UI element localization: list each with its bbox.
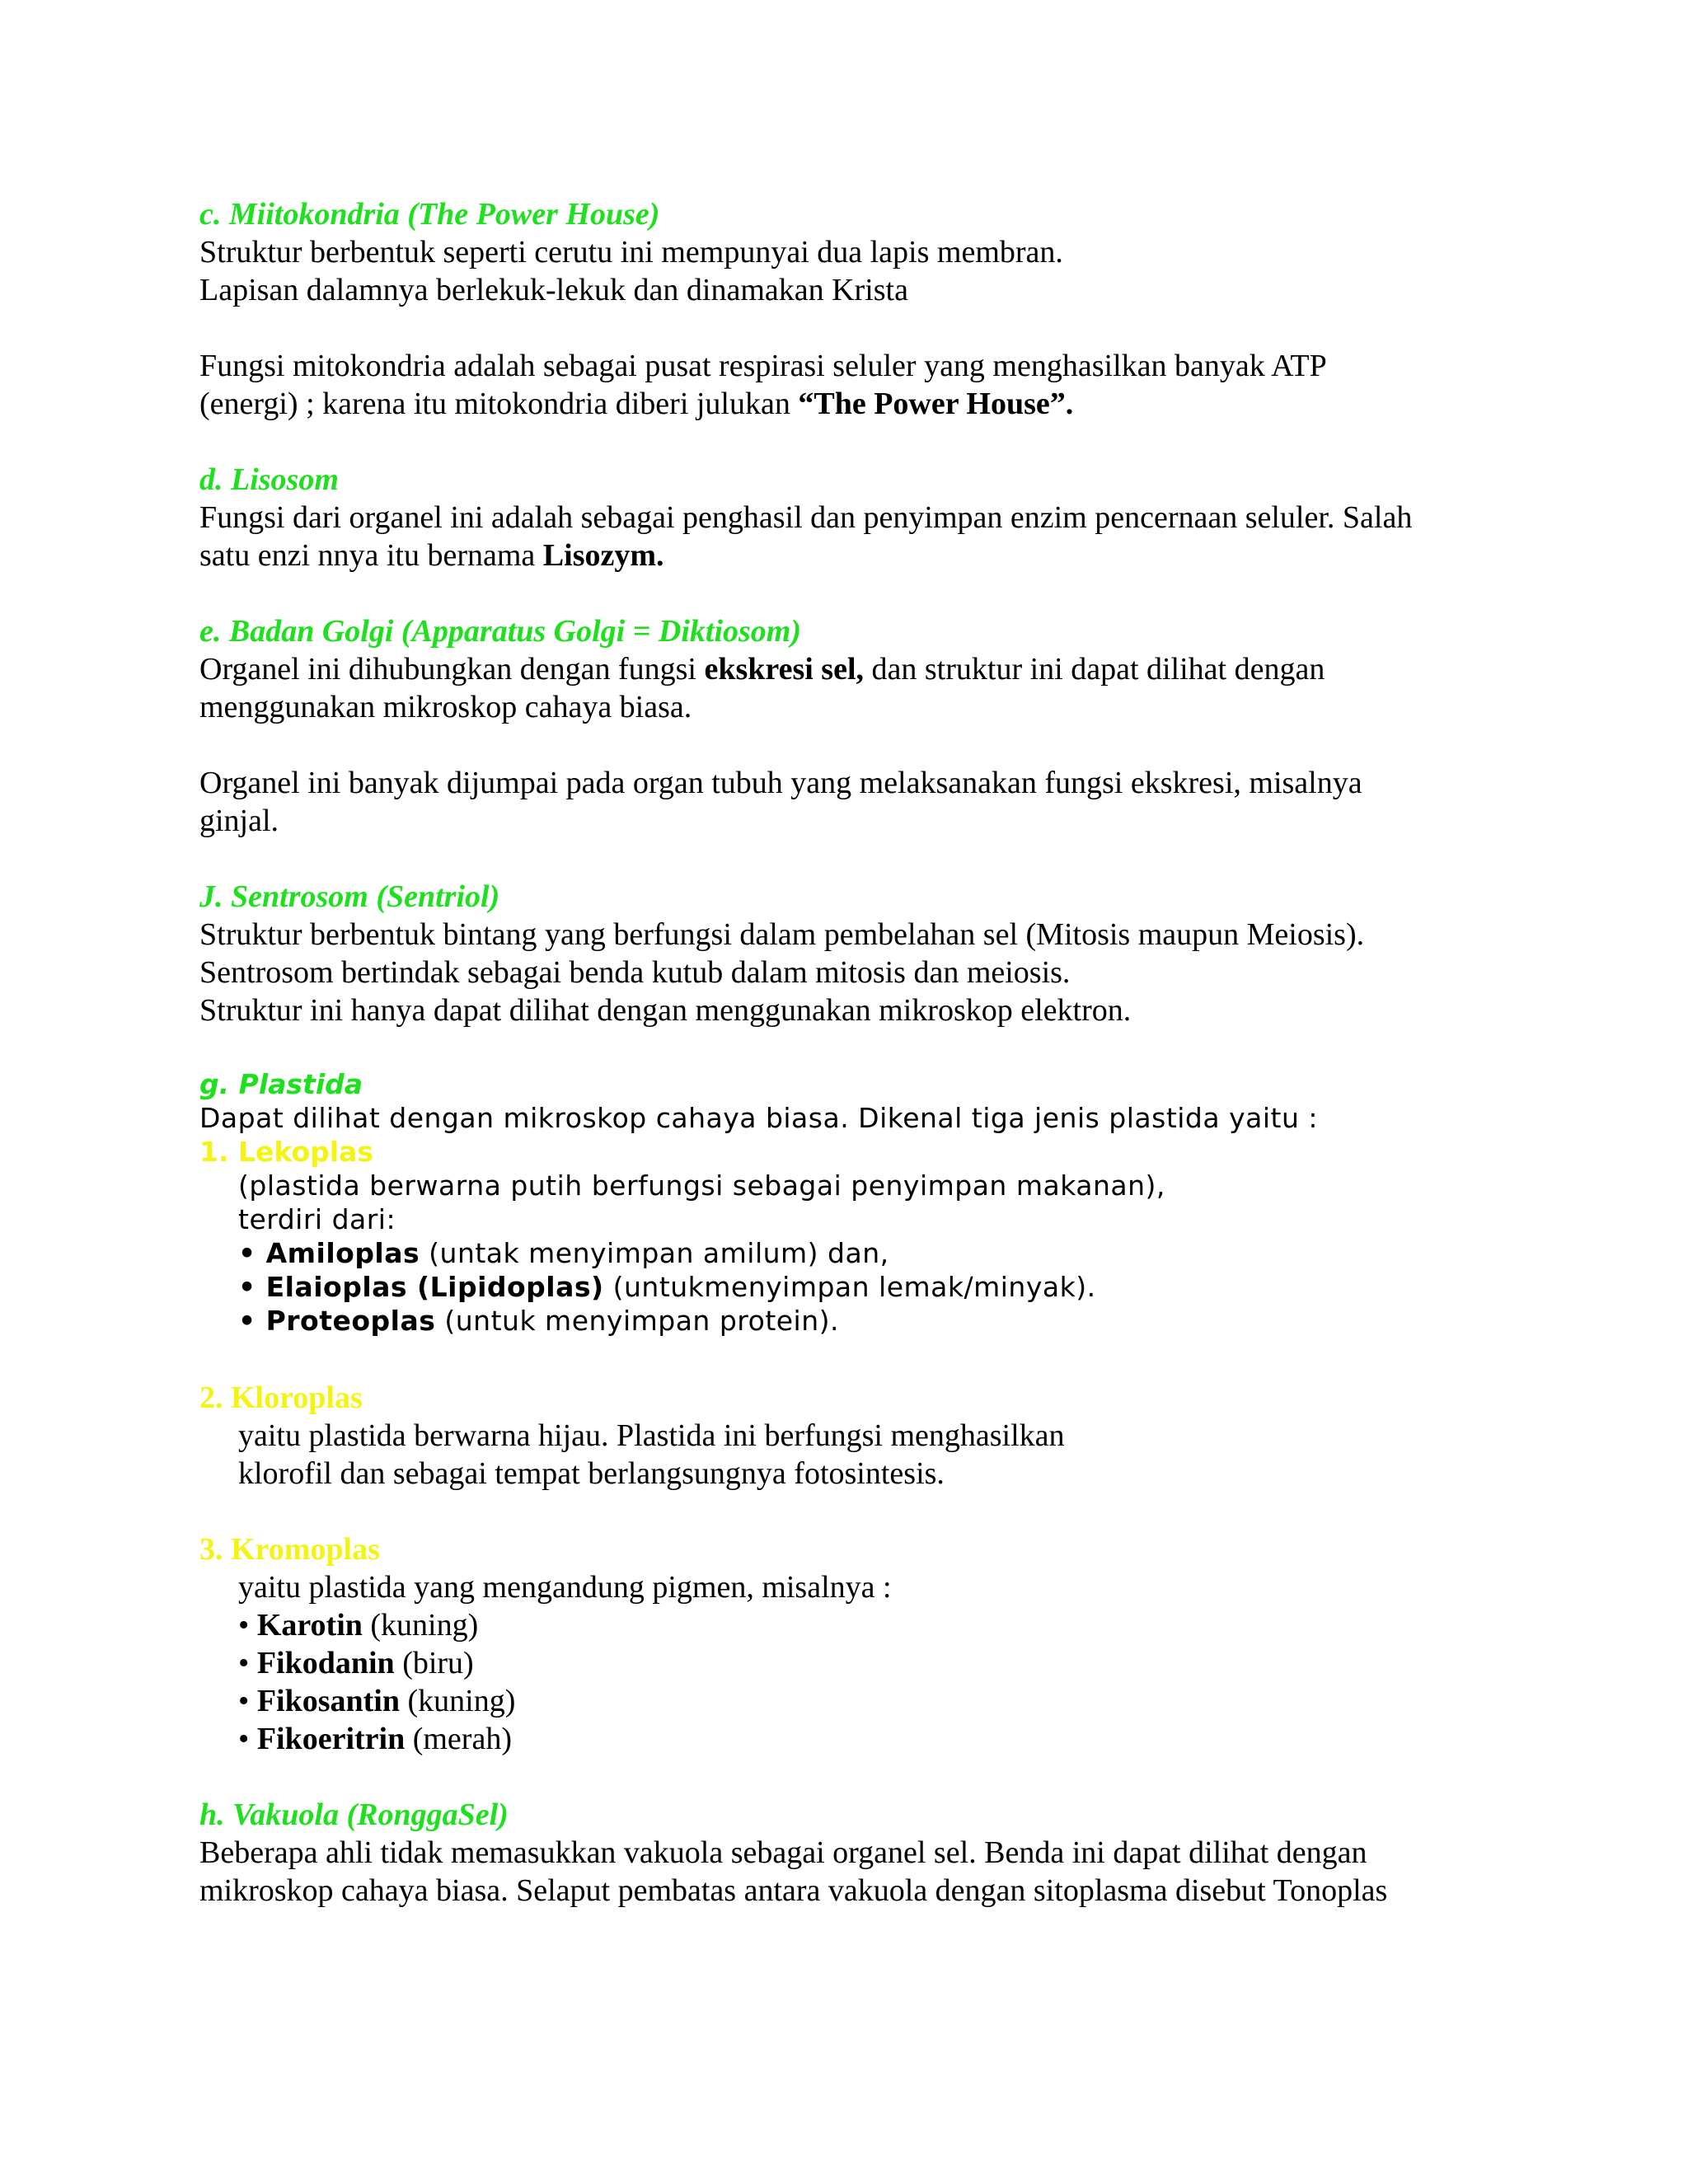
paragraph-line: klorofil dan sebagai tempat berlangsungnya fotosintesis. bbox=[238, 1456, 945, 1491]
bold-text: “The Power House”. bbox=[798, 387, 1074, 421]
section-heading-badan-golgi: e. Badan Golgi (Apparatus Golgi = Diktiosom) bbox=[199, 614, 801, 649]
bold-text: Fikoeritrin bbox=[256, 1722, 406, 1756]
section-heading-vakuola: h. Vakuola (RonggaSel) bbox=[199, 1797, 509, 1832]
subheading-kloroplas: 2. Kloroplas bbox=[199, 1380, 363, 1415]
bold-text: Elaioplas (Lipidoplas) bbox=[265, 1271, 604, 1303]
text-span: (untukmenyimpan lemak/minyak). bbox=[603, 1271, 1096, 1303]
text-span: (kuning) bbox=[362, 1608, 479, 1643]
paragraph-line: Fungsi dari organel ini adalah sebagai penghasil dan penyimpan enzim pencernaan seluler. Salah bbox=[199, 500, 1413, 535]
list-item bbox=[199, 1606, 1551, 1644]
bullet: • bbox=[238, 1305, 266, 1337]
paragraph-line: ginjal. bbox=[199, 804, 279, 838]
paragraph-line: yaitu plastida yang mengandung pigmen, misalnya : bbox=[238, 1570, 892, 1605]
bullet: • bbox=[238, 1684, 257, 1718]
paragraph-line bbox=[199, 650, 1551, 688]
text-span: Organel ini dihubungkan dengan fungsi bbox=[199, 652, 705, 687]
section-heading-lisosom: d. Lisosom bbox=[199, 462, 339, 497]
bold-text: Proteoplas bbox=[265, 1305, 436, 1337]
paragraph-line: Lapisan dalamnya berlekuk-lekuk dan dinamakan Krista bbox=[199, 273, 908, 307]
bold-text: Fikodanin bbox=[256, 1646, 395, 1680]
document-page bbox=[199, 195, 1551, 1910]
bullet: • bbox=[238, 1608, 257, 1643]
paragraph-line: yaitu plastida berwarna hijau. Plastida ini berfungsi menghasilkan bbox=[238, 1418, 1065, 1453]
list-item bbox=[199, 1304, 1551, 1338]
section-heading-mitokondria: c. Miitokondria (The Power House) bbox=[199, 197, 660, 232]
bold-text: Fikosantin bbox=[256, 1684, 400, 1718]
section-heading-plastida: g. Plastida bbox=[199, 1068, 363, 1100]
paragraph-line: Struktur ini hanya dapat dilihat dengan menggunakan mikroskop elektron. bbox=[199, 993, 1132, 1028]
subheading-kromoplas: 3. Kromoplas bbox=[199, 1532, 380, 1567]
subheading-lekoplas: 1. Lekoplas bbox=[199, 1136, 373, 1168]
list-item bbox=[199, 1682, 1551, 1720]
text-span: satu enzi nnya itu bernama bbox=[199, 538, 543, 573]
text-span: (untak menyimpan amilum) dan, bbox=[420, 1237, 889, 1269]
paragraph-line bbox=[199, 385, 1551, 423]
text-span: dan struktur ini dapat dilihat dengan bbox=[864, 652, 1325, 687]
text-span: (energi) ; karena itu mitokondria diberi julukan bbox=[199, 387, 799, 421]
paragraph-line: Beberapa ahli tidak memasukkan vakuola sebagai organel sel. Benda ini dapat dilihat dengan bbox=[199, 1835, 1367, 1870]
bold-text: ekskresi sel, bbox=[704, 652, 865, 687]
bold-text: Amiloplas bbox=[265, 1237, 420, 1269]
paragraph-line: Fungsi mitokondria adalah sebagai pusat respirasi seluler yang menghasilkan banyak ATP bbox=[199, 349, 1327, 383]
paragraph-line: Dapat dilihat dengan mikroskop cahaya biasa. Dikenal tiga jenis plastida yaitu : bbox=[199, 1102, 1318, 1134]
paragraph-line bbox=[199, 537, 1551, 574]
bullet: • bbox=[238, 1271, 266, 1303]
paragraph-line: Organel ini banyak dijumpai pada organ tubuh yang melaksanakan fungsi ekskresi, misalnya bbox=[199, 766, 1362, 800]
section-heading-sentrosom: J. Sentrosom (Sentriol) bbox=[199, 879, 500, 914]
text-span: (kuning) bbox=[399, 1684, 516, 1718]
paragraph-line: mikroskop cahaya biasa. Selaput pembatas antara vakuola dengan sitoplasma disebut Tonoplas bbox=[199, 1873, 1388, 1908]
text-span: (untuk menyimpan protein). bbox=[435, 1305, 840, 1337]
paragraph-line: (plastida berwarna putih berfungsi sebagai penyimpan makanan), bbox=[238, 1169, 1165, 1202]
list-item bbox=[199, 1270, 1551, 1304]
paragraph-line: Struktur berbentuk seperti cerutu ini mempunyai dua lapis membran. bbox=[199, 235, 1063, 269]
bold-text: Lisozym. bbox=[542, 538, 664, 573]
paragraph-line: Sentrosom bertindak sebagai benda kutub dalam mitosis dan meiosis. bbox=[199, 955, 1071, 990]
bold-text: Karotin bbox=[256, 1608, 363, 1643]
list-item bbox=[199, 1720, 1551, 1758]
paragraph-line: terdiri dari: bbox=[238, 1203, 396, 1235]
paragraph-line: Struktur berbentuk bintang yang berfungsi dalam pembelahan sel (Mitosis maupun Meiosis). bbox=[199, 917, 1365, 952]
bullet: • bbox=[238, 1646, 257, 1680]
text-span: (merah) bbox=[405, 1722, 512, 1756]
paragraph-line: menggunakan mikroskop cahaya biasa. bbox=[199, 690, 692, 724]
list-item bbox=[199, 1236, 1551, 1270]
bullet: • bbox=[238, 1722, 257, 1756]
list-item bbox=[199, 1644, 1551, 1682]
bullet: • bbox=[238, 1237, 266, 1269]
text-span: (biru) bbox=[394, 1646, 474, 1680]
